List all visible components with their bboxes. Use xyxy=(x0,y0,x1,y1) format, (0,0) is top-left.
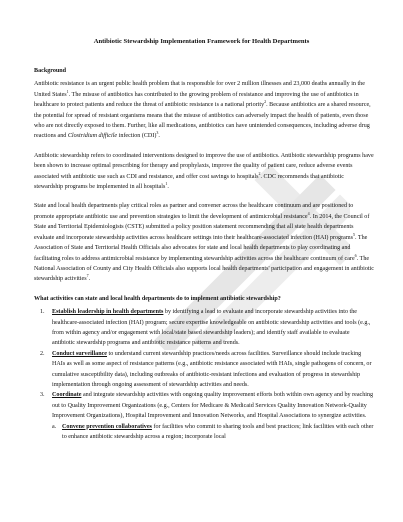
activity-list xyxy=(34,307,374,442)
paragraph-3: State and local health departments play critical roles as partner and convener across the healthcare continuum and are positioned to promote appropriate antibiotic use and prevention strategies to limit the development of antimicrobial resistance$^4$. In 2014, the Council of State and Territorial Epidemiologists (CSTE) submitted a policy position statement recommending that all state health departments evaluate and incorporate stewardship activities across healthcare settings into their healthcare-associated infection (HAI) programs$^5$. The Association of State and Territorial Health Officials also advocates for state and local health departments to play coordinating and facilitating roles to address antimicrobial resistance by implementing stewardship activities across the healthcare continuum of care$^6$. The National Association of County and City Health Officials also supports local health departments' participation and engagement in antibiotic stewardship activities$^7$. xyxy=(34,203,374,283)
background-heading: Background xyxy=(34,68,67,74)
sub-list-item: a. Convene prevention collaboratives for facilities who commit to sharing tools and best practices; link facilities with each other to enhance antibiotic stewardship across a region; incorporate local xyxy=(52,423,374,440)
paragraph-1: Antibiotic resistance is an urgent public health problem that is responsible for over 2 million illnesses and 23,000 deaths annually in the United States$^1$. The misuse of antibiotics has contributed to the growing problem of resistance and improving the use of antibiotics in healthcare to protect patients and reduce the threat of antibiotic resistance is a national priority$^2$. Because antibiotics are a shared resource, the potential for spread of resistant organisms means that the misuse of antibiotics can adversely impact the health of patients, even those who are not directly exposed to them. Further, like all medications, antibiotics can have unintended consequences, including adverse drug reactions and Clostridium difficile infection (CDI)$^3$. xyxy=(34,81,371,140)
list-item: 1. Establish leadership in health departments by identifying a lead to evaluate and incorporate stewardship activities into the healthcare-associated infection (HAI) program; secure expertise knowledgeable on antibiotic stewardship activities and tools (e.g., from within agency and/or engagement with local/state based stewardship leaders); and identify staff available to evaluate antibiotic stewardship programs and antibiotic resistance patterns and trends. xyxy=(40,309,371,347)
paragraph-2: Antibiotic stewardship refers to coordinated interventions designed to improve the use of antibiotics. Antibiotic stewardship programs have been shown to increase optimal prescribing for therapy and prophylaxis, improve the quality of patient care, reduce adverse events associated with antibiotic use such as CDI and resistance, and offer cost savings to hospitals$^2$. CDC recommends that antibiotic stewardship programs be implemented in all hospitals$^1$. xyxy=(34,152,374,191)
section-question: What activities can state and local health departments do to implement antibiotic stewardship? xyxy=(34,295,281,302)
document-body xyxy=(34,60,374,442)
list-item: 2. Conduct surveillance to understand current stewardship practices/needs across facilities. Surveillance should include tracking HAIs as well as some aspect of resistance patterns (e.g., antibiotic resistance associated with HAIs, single pathogens of concern, or cumulative susceptibility data), including outbreaks of antibiotic-resistant infections and evaluation of progress in stewardship implementation through ongoing assessment of stewardship activities and needs. xyxy=(40,350,372,388)
document-title: Antibiotic Stewardship Implementation Framework for Health Departments xyxy=(93,38,310,45)
list-item: 3. Coordinate and integrate stewardship activities with ongoing quality improvement efforts both within own agency and by reaching out to Quality Improvement Organizations (e.g., Centers for Medicare & Medicaid Services Quality Innovation Network-Quality Improvement Organizations), Hospital Improvement and Innovation Networks, and Hospital Associations to synergize activities. xyxy=(40,392,374,420)
